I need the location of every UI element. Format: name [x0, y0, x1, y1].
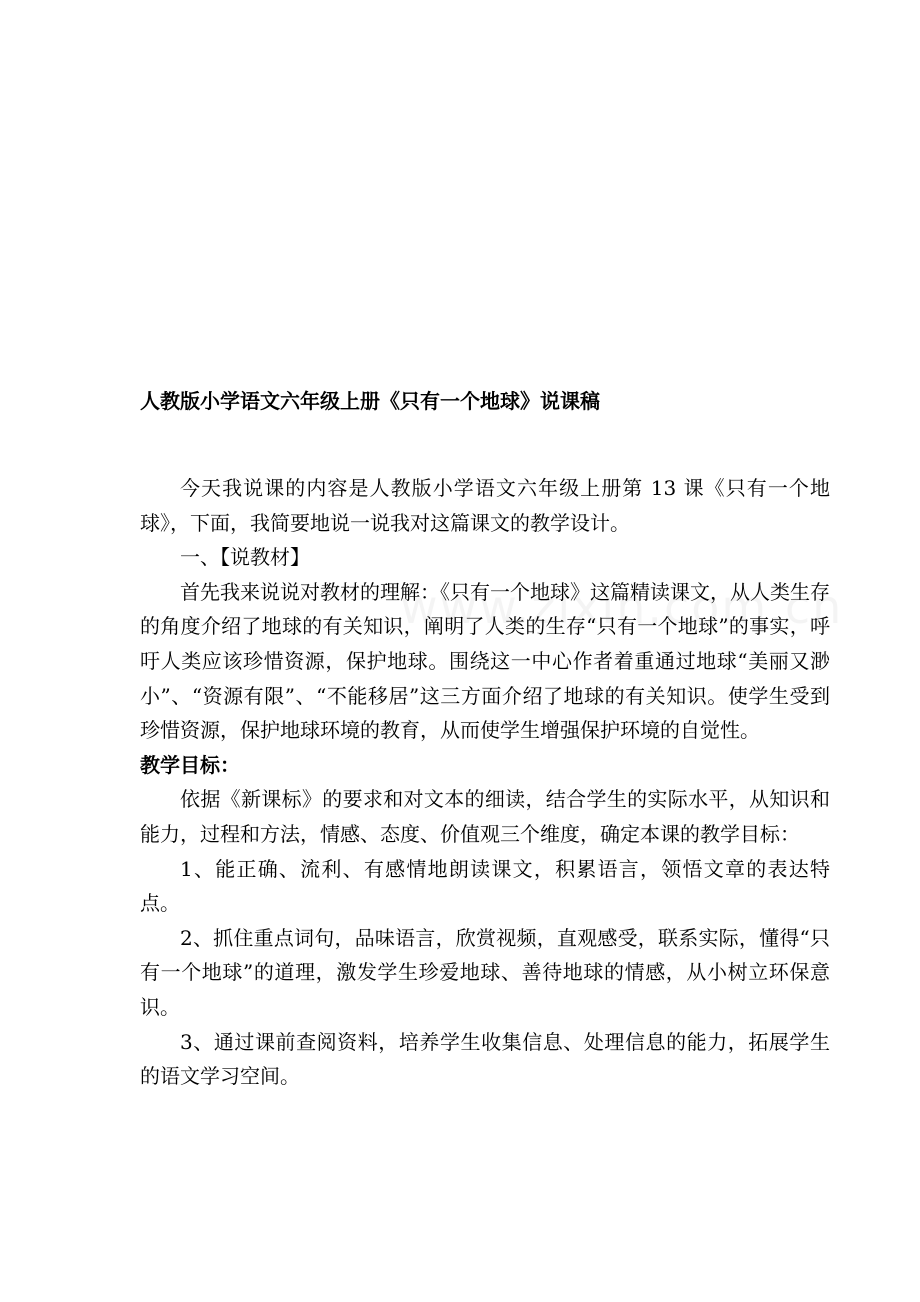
section-heading-textbook: 一、【说教材】: [180, 545, 310, 570]
goals-intro-paragraph: 依据《新课标》的要求和对文本的细读，结合学生的实际水平，从知识和能力，过程和方法，情感、态度、价值观三个维度，确定本课的教学目标：: [140, 787, 830, 846]
goal-item-2: 2、抓住重点词句，品味语言，欣赏视频，直观感受，联系实际，懂得“只有一个地球”的道理，激发学生珍爱地球、善待地球的情感，从小树立环保意识。: [140, 925, 830, 1019]
teaching-goals-heading: 教学目标：: [140, 752, 240, 777]
textbook-analysis-paragraph: 首先我来说说对教材的理解：《只有一个地球》这篇精读课文，从人类生存的角度介绍了地球的有关知识，阐明了人类的生存“只有一个地球”的事实，呼吁人类应该珍惜资源，保护地球。围绕这一中心作者着重通过地球“美丽又渺小”、“资源有限”、“不能移居”这三方面介绍了地球的有关知识。使学生受到珍惜资源，保护地球环境的教育，从而使学生增强保护环境的自觉性。: [140, 579, 830, 743]
goal-item-1: 1、能正确、流利、有感情地朗读课文，积累语言，领悟文章的表达特点。: [140, 856, 830, 916]
intro-paragraph: 今天我说课的内容是人教版小学语文六年级上册第 13 课《只有一个地球》，下面，我简要地说一说我对这篇课文的教学设计。: [140, 476, 830, 535]
document-title: 人教版小学语文六年级上册《只有一个地球》说课稿: [140, 389, 600, 413]
document-body: [140, 471, 830, 1094]
goal-item-3: 3、通过课前查阅资料，培养学生收集信息、处理信息的能力，拓展学生的语文学习空间。: [140, 1029, 830, 1089]
